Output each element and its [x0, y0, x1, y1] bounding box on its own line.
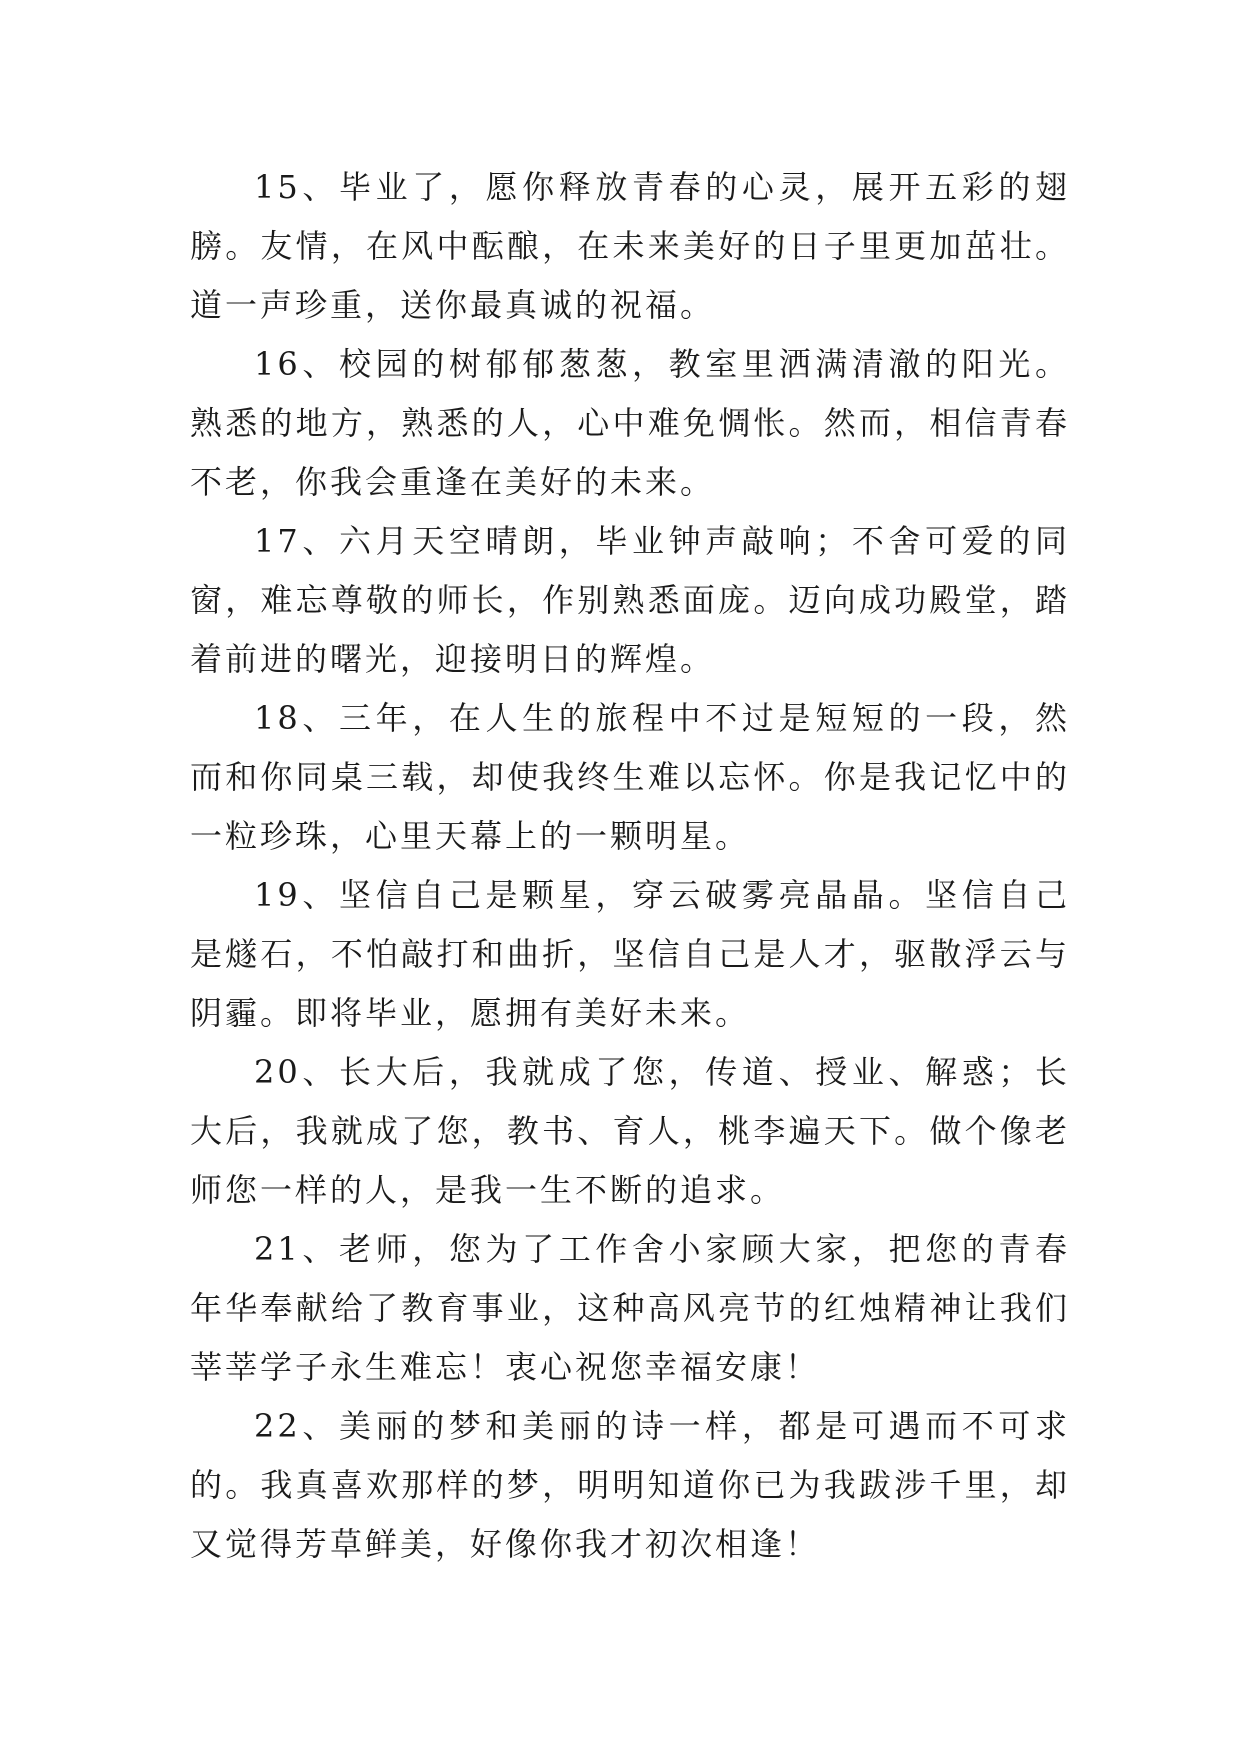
paragraph-19: 19、坚信自己是颗星，穿云破雾亮晶晶。坚信自己是燧石，不怕敲打和曲折，坚信自己是人才，驱散浮云与阴霾。即将毕业，愿拥有美好未来。 — [190, 876, 1070, 1032]
paragraph-18: 18、三年，在人生的旅程中不过是短短的一段，然而和你同桌三载，却使我终生难以忘怀。你是我记忆中的一粒珍珠，心里天幕上的一颗明星。 — [190, 699, 1070, 855]
paragraph-15: 15、毕业了，愿你释放青春的心灵，展开五彩的翅膀。友情，在风中酝酿，在未来美好的日子里更加茁壮。道一声珍重，送你最真诚的祝福。 — [190, 168, 1070, 324]
document-body — [190, 158, 1070, 1574]
paragraph-20: 20、长大后，我就成了您，传道、授业、解惑；长大后，我就成了您，教书、育人，桃李遍天下。做个像老师您一样的人，是我一生不断的追求。 — [190, 1053, 1070, 1209]
paragraph-22: 22、美丽的梦和美丽的诗一样，都是可遇而不可求的。我真喜欢那样的梦，明明知道你已为我跋涉千里，却又觉得芳草鲜美，好像你我才初次相逢！ — [190, 1407, 1070, 1563]
paragraph-17: 17、六月天空晴朗，毕业钟声敲响；不舍可爱的同窗，难忘尊敬的师长，作别熟悉面庞。迈向成功殿堂，踏着前进的曙光，迎接明日的辉煌。 — [190, 522, 1070, 678]
paragraph-16: 16、校园的树郁郁葱葱，教室里洒满清澈的阳光。熟悉的地方，熟悉的人，心中难免惆怅。然而，相信青春不老，你我会重逢在美好的未来。 — [190, 345, 1070, 501]
paragraph-21: 21、老师，您为了工作舍小家顾大家，把您的青春年华奉献给了教育事业，这种高风亮节的红烛精神让我们莘莘学子永生难忘！衷心祝您幸福安康！ — [190, 1230, 1070, 1386]
